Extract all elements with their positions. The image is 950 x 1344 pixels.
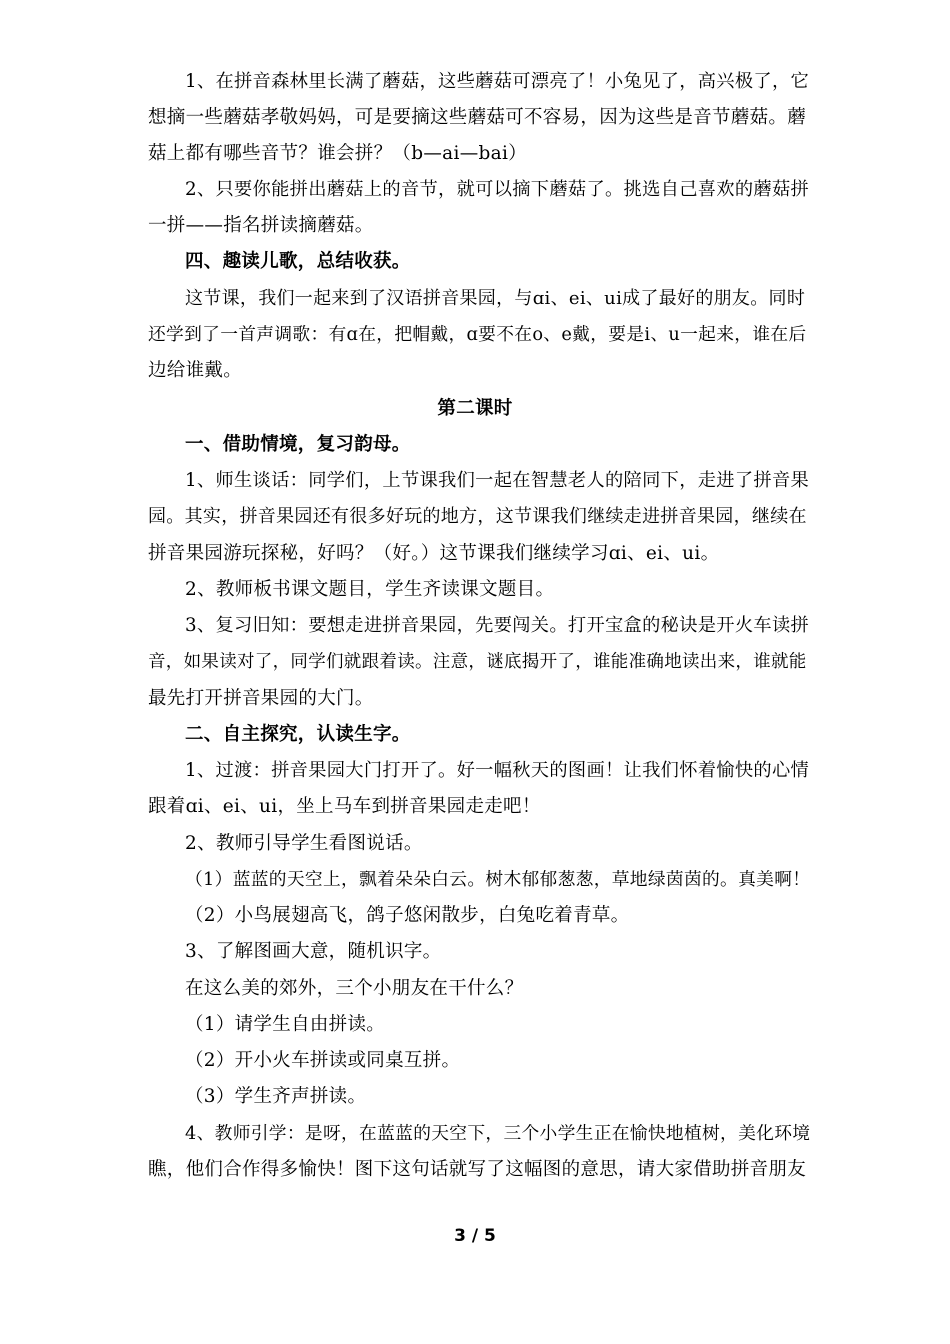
paragraph-line: 1、过渡：拼音果园大门打开了。好一幅秋天的图画！让我们怀着愉快的心情	[185, 760, 810, 781]
paragraph-line: 音，如果读对了，同学们就跟着读。注意，谜底揭开了，谁能准确地读出来，谁就能	[148, 652, 807, 672]
paragraph-line: 瞧，他们合作得多愉快！图下这句话就写了这幅图的意思，请大家借助拼音朋友	[148, 1159, 807, 1180]
paragraph-line: 跟着ɑi、ei、ui，坐上马车到拼音果园走走吧！	[148, 796, 541, 817]
paragraph-line: （2）开小火车拼读或同桌互拼。	[185, 1050, 461, 1071]
paragraph-line: 边给谁戴。	[148, 360, 243, 381]
paragraph-line: 在这么美的郊外，三个小朋友在干什么？	[185, 978, 524, 999]
paragraph-line: 想摘一些蘑菇孝敬妈妈，可是要摘这些蘑菇可不容易，因为这些是音节蘑菇。蘑	[148, 107, 807, 128]
paragraph-line: 一拼——指名拼读摘蘑菇。	[148, 215, 374, 236]
paragraph-line: 2、只要你能拼出蘑菇上的音节，就可以摘下蘑菇了。挑选自己喜欢的蘑菇拼	[185, 179, 810, 200]
paragraph-line: （1）请学生自由拼读。	[185, 1014, 386, 1035]
paragraph-line: 这节课，我们一起来到了汉语拼音果园，与ɑi、ei、ui成了最好的朋友。同时	[185, 288, 806, 309]
paragraph-line: 园。其实，拼音果园还有很多好玩的地方，这节课我们继续走进拼音果园，继续在	[148, 506, 807, 527]
paragraph-line: 1、在拼音森林里长满了蘑菇，这些蘑菇可漂亮了！小兔见了，高兴极了，它	[185, 71, 810, 92]
page-number: 3 / 5	[454, 1226, 496, 1246]
paragraph-line: 3、了解图画大意，随机识字。	[185, 941, 442, 962]
paragraph-line: （3）学生齐声拼读。	[185, 1086, 367, 1107]
paragraph-line: 拼音果园游玩探秘，好吗？（好。）这节课我们继续学习ɑi、ei、ui。	[148, 543, 720, 564]
paragraph-line: 最先打开拼音果园的大门。	[148, 688, 374, 709]
paragraph-line: 还学到了一首声调歌：有ɑ在，把帽戴，ɑ要不在o、e戴，要是i、u一起来，谁在后	[148, 325, 807, 345]
paragraph-line: 3、复习旧知：要想走进拼音果园，先要闯关。打开宝盒的秘诀是开火车读拼	[185, 615, 810, 636]
section-heading: 四、趣读儿歌，总结收获。	[185, 251, 411, 272]
paragraph-line: 1、师生谈话：同学们，上节课我们一起在智慧老人的陪同下，走进了拼音果	[185, 470, 810, 491]
section-heading: 二、自主探究，认读生字。	[185, 724, 411, 745]
paragraph-line: 2、教师引导学生看图说话。	[185, 833, 423, 854]
section-heading: 一、借助情境，复习韵母。	[185, 434, 411, 455]
paragraph-line: 4、教师引学：是呀，在蓝蓝的天空下，三个小学生正在愉快地植树，美化环境	[185, 1124, 811, 1144]
paragraph-line: （1）蓝蓝的天空上，飘着朵朵白云。树木郁郁葱葱，草地绿茵茵的。真美啊！	[185, 870, 811, 890]
paragraph-line: 菇上都有哪些音节？谁会拼？（b—ai—bai）	[148, 143, 527, 164]
paragraph-line: （2）小鸟展翅高飞，鸽子悠闲散步，白兔吃着青草。	[185, 905, 630, 926]
lesson-title: 第二课时	[437, 398, 513, 419]
paragraph-line: 2、教师板书课文题目，学生齐读课文题目。	[185, 579, 555, 600]
